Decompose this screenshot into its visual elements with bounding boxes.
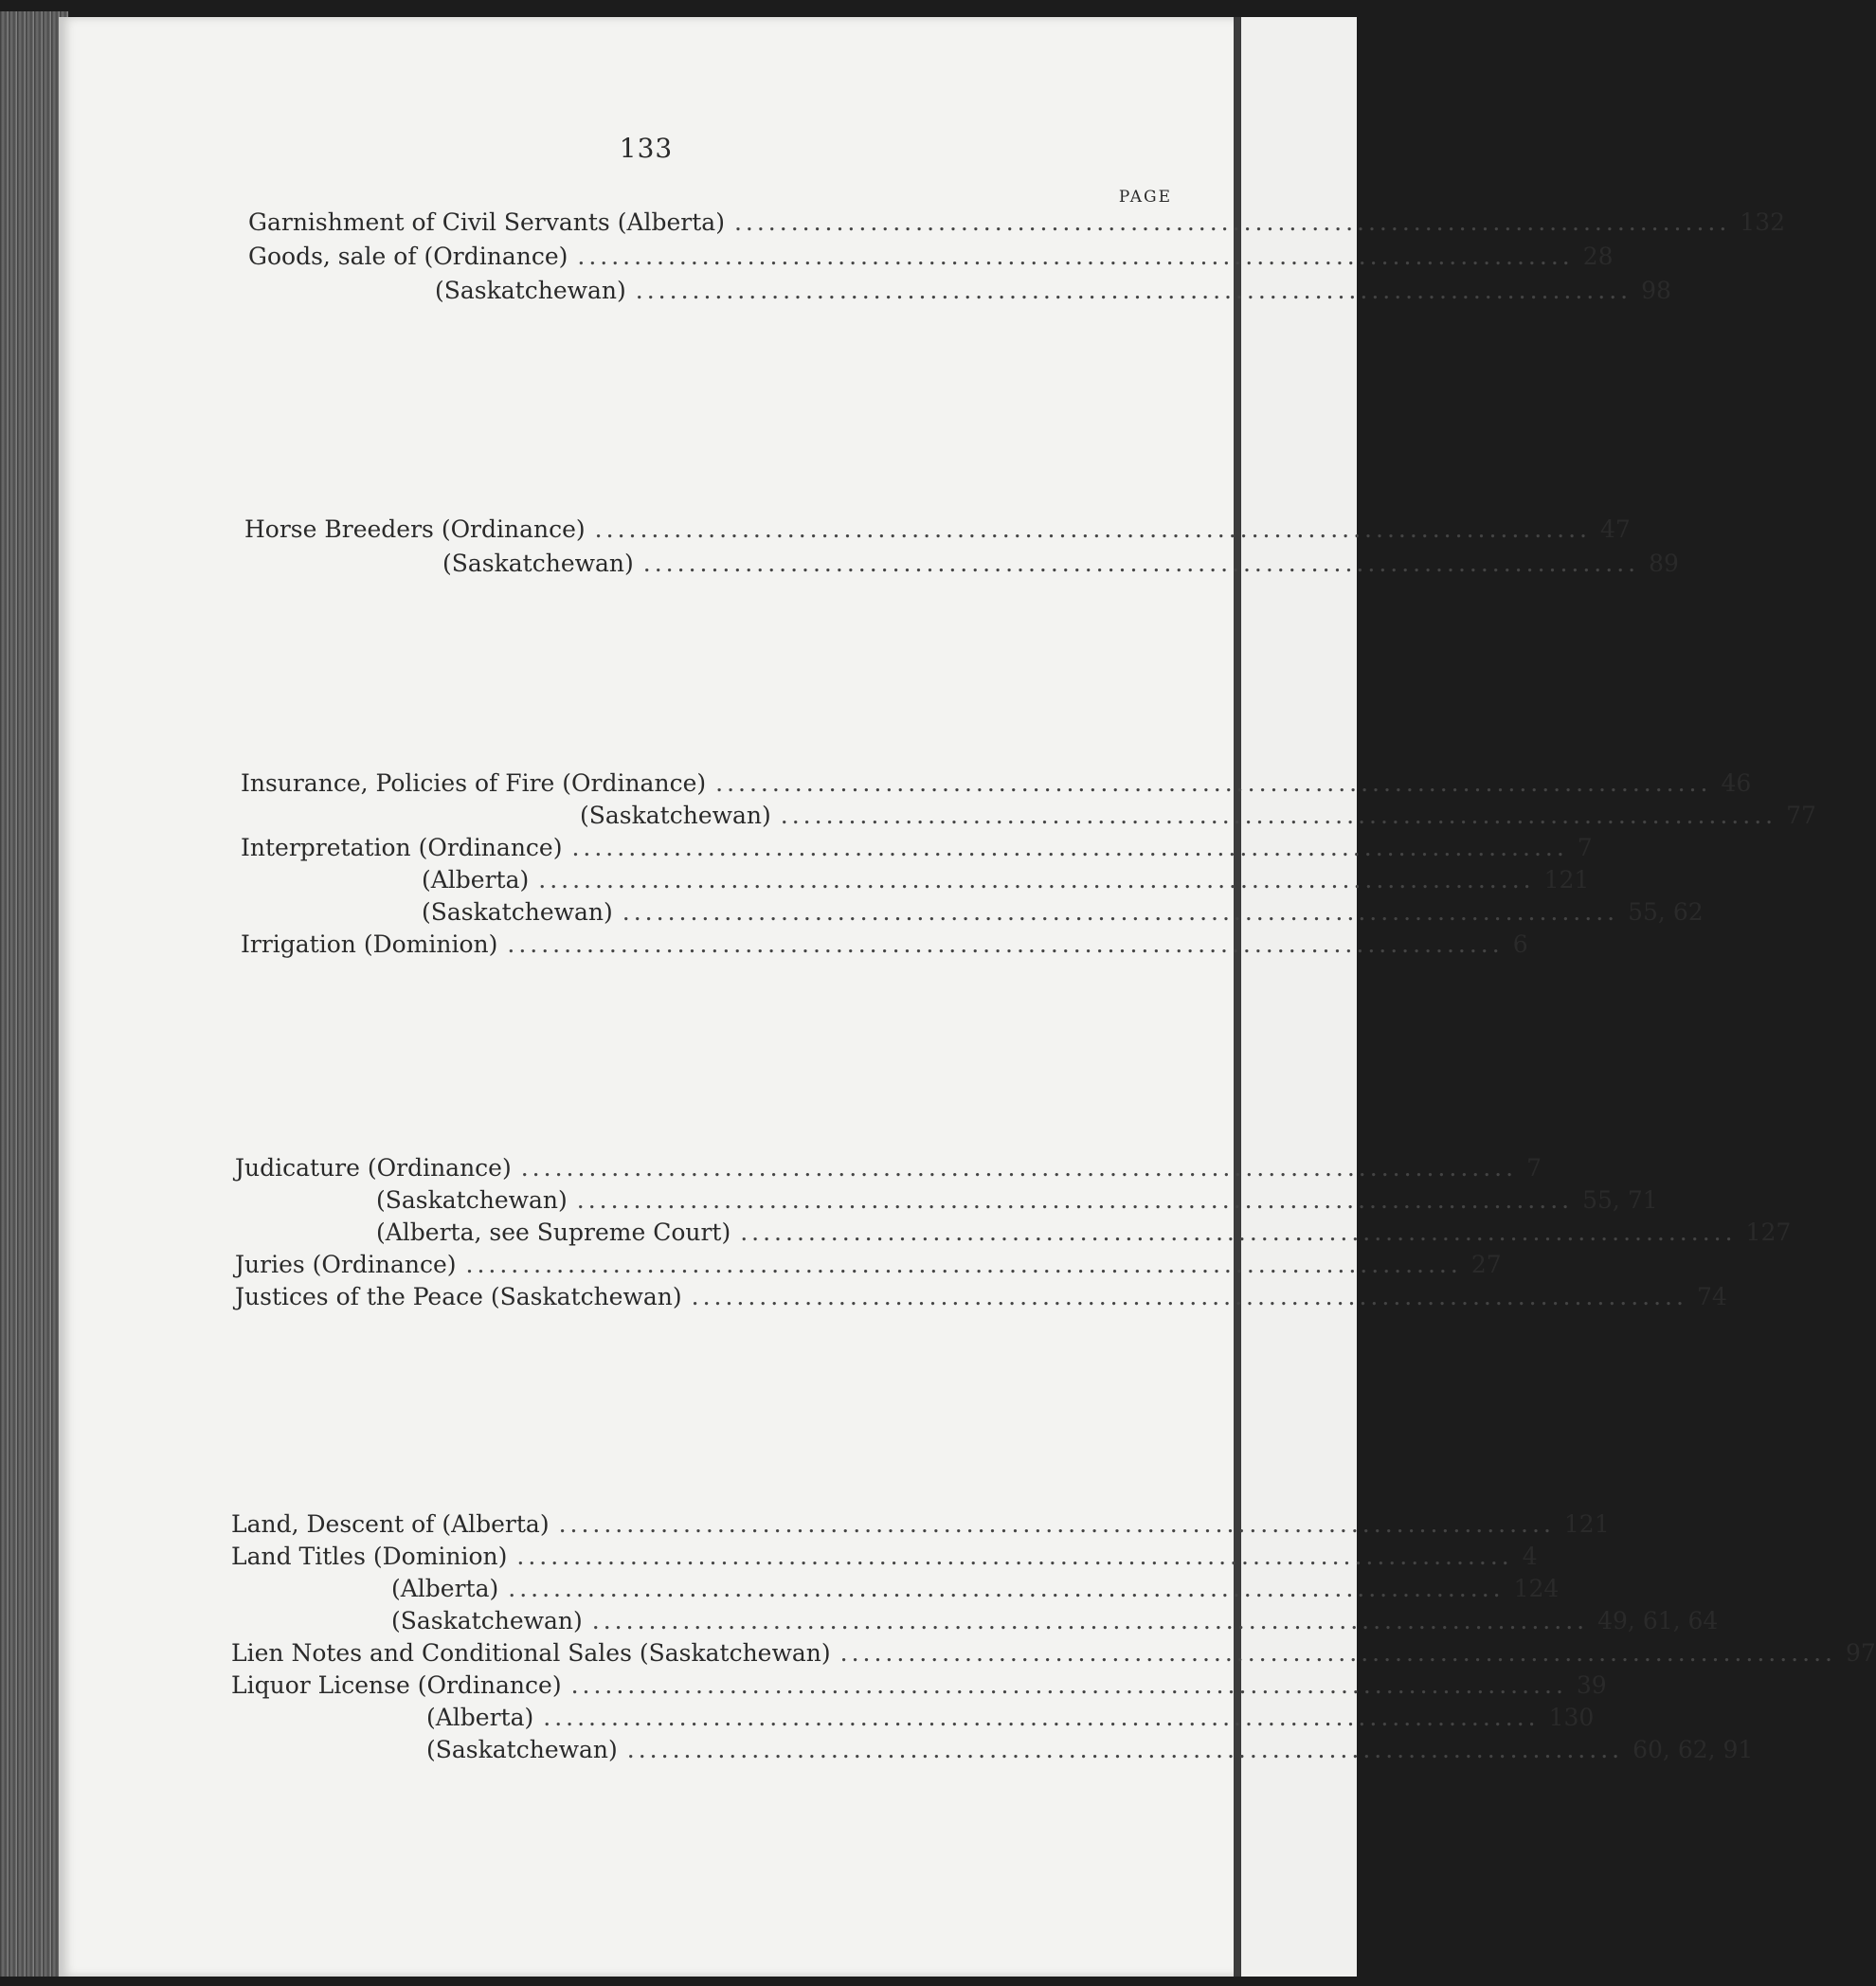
entry-pages: 98 [1641, 277, 1671, 304]
entry-label: Goods, sale of (Ordinance) [248, 243, 568, 270]
entry-label: (Alberta) [426, 1704, 534, 1731]
index-entry [241, 929, 1528, 961]
dot-leader: ........................................................................................ [570, 1671, 1567, 1699]
entry-pages: 121 [1563, 1510, 1610, 1538]
dot-leader: ........................................................................................ [691, 1283, 1687, 1310]
dot-leader: ........................................................................................ [780, 802, 1777, 829]
dot-leader: ........................................................................................ [642, 550, 1640, 577]
entry-label: (Saskatchewan) [435, 277, 626, 304]
index-page [59, 17, 1876, 1977]
entry-pages: 97 [1845, 1639, 1876, 1667]
entry-label: Land Titles (Dominion) [231, 1543, 508, 1570]
dot-leader: ........................................................................................ [508, 1575, 1505, 1602]
entry-label: Interpretation (Ordinance) [241, 834, 563, 861]
entry-label: Irrigation (Dominion) [241, 930, 498, 958]
dot-leader: ........................................................................................ [516, 1543, 1513, 1570]
index-entry [426, 1734, 1754, 1766]
entry-label: (Saskatchewan) [426, 1736, 618, 1763]
entry-pages: 46 [1721, 769, 1752, 797]
index-entry [376, 1184, 1658, 1217]
page-column-heading: PAGE [1118, 188, 1172, 207]
index-entry [435, 275, 1671, 307]
entry-label: Judicature (Ordinance) [235, 1154, 512, 1182]
index-entry [241, 832, 1593, 864]
index-entry [241, 767, 1752, 800]
dot-leader: ........................................................................................ [635, 277, 1632, 304]
index-entry [231, 1541, 1538, 1573]
index-entry [235, 1249, 1502, 1281]
entry-pages: 132 [1740, 208, 1786, 236]
dot-leader: ........................................................................................ [622, 898, 1619, 926]
dot-leader: ........................................................................................ [733, 208, 1731, 236]
entry-pages: 55, 62 [1628, 898, 1704, 926]
entry-label: Justices of the Peace (Saskatchewan) [235, 1283, 682, 1310]
index-entry [231, 1508, 1610, 1541]
entry-pages: 121 [1543, 866, 1590, 894]
entry-pages: 74 [1696, 1283, 1727, 1310]
entry-pages: 47 [1600, 515, 1631, 543]
index-entry [422, 896, 1704, 929]
index-entry [244, 514, 1631, 546]
dot-leader: ........................................................................................ [626, 1736, 1624, 1763]
dot-leader: ........................................................................................ [571, 834, 1568, 861]
entry-pages: 89 [1649, 550, 1679, 577]
entry-label: Lien Notes and Conditional Sales (Saskatchewan) [231, 1639, 831, 1667]
index-entry [391, 1573, 1560, 1605]
entry-label: (Saskatchewan) [422, 898, 613, 926]
dot-leader: ........................................................................................ [715, 769, 1712, 797]
dot-leader: ........................................................................................ [543, 1704, 1540, 1731]
entry-pages: 127 [1745, 1219, 1792, 1246]
entry-pages: 49, 61, 64 [1597, 1607, 1719, 1634]
entry-pages: 4 [1522, 1543, 1538, 1570]
dot-leader: ........................................................................................ [740, 1219, 1737, 1246]
entry-pages: 60, 62, 91 [1632, 1736, 1754, 1763]
entry-label: Horse Breeders (Ordinance) [244, 515, 586, 543]
index-entry [248, 207, 1786, 239]
entry-pages: 77 [1786, 802, 1816, 829]
entry-label: (Saskatchewan) [580, 802, 771, 829]
entry-label: (Alberta, see Supreme Court) [376, 1219, 731, 1246]
entry-pages: 130 [1548, 1704, 1595, 1731]
entry-label: Juries (Ordinance) [235, 1251, 457, 1278]
index-entry [422, 864, 1590, 896]
entry-label: (Alberta) [391, 1575, 499, 1602]
index-entry [376, 1217, 1792, 1249]
entry-label: Liquor License (Ordinance) [231, 1671, 562, 1699]
entry-pages: 124 [1513, 1575, 1560, 1602]
index-entry [426, 1702, 1595, 1734]
entry-pages: 27 [1470, 1251, 1502, 1278]
index-entry [231, 1670, 1607, 1702]
dot-leader: ........................................................................................ [839, 1639, 1836, 1667]
entry-pages: 7 [1526, 1154, 1542, 1182]
dot-leader: ........................................................................................ [507, 930, 1504, 958]
entry-label: (Saskatchewan) [376, 1186, 568, 1214]
entry-label: (Saskatchewan) [391, 1607, 583, 1634]
entry-label: (Alberta) [422, 866, 530, 894]
dot-leader: ........................................................................................ [591, 1607, 1589, 1634]
page-number: 133 [619, 133, 674, 164]
index-entry [442, 548, 1679, 580]
dot-leader: ........................................................................................ [577, 243, 1574, 270]
entry-label: (Saskatchewan) [442, 550, 634, 577]
entry-pages: 7 [1577, 834, 1593, 861]
index-entry [235, 1281, 1727, 1313]
dot-leader: ........................................................................................ [594, 515, 1591, 543]
dot-leader: ........................................................................................ [558, 1510, 1555, 1538]
index-entry [231, 1637, 1876, 1670]
entry-label: Garnishment of Civil Servants (Alberta) [248, 208, 725, 236]
entry-pages: 28 [1582, 243, 1614, 270]
dot-leader: ........................................................................................ [538, 866, 1535, 894]
entry-label: Land, Descent of (Alberta) [231, 1510, 550, 1538]
dot-leader: ........................................................................................ [465, 1251, 1462, 1278]
index-entry [580, 800, 1816, 832]
index-entry [248, 241, 1614, 273]
entry-pages: 6 [1512, 930, 1528, 958]
entry-pages: 55, 71 [1582, 1186, 1658, 1214]
entry-pages: 39 [1576, 1671, 1607, 1699]
dot-leader: ........................................................................................ [576, 1186, 1574, 1214]
index-entry [235, 1152, 1542, 1184]
index-entry [391, 1605, 1719, 1637]
dot-leader: ........................................................................................ [520, 1154, 1518, 1182]
entry-label: Insurance, Policies of Fire (Ordinance) [241, 769, 707, 797]
